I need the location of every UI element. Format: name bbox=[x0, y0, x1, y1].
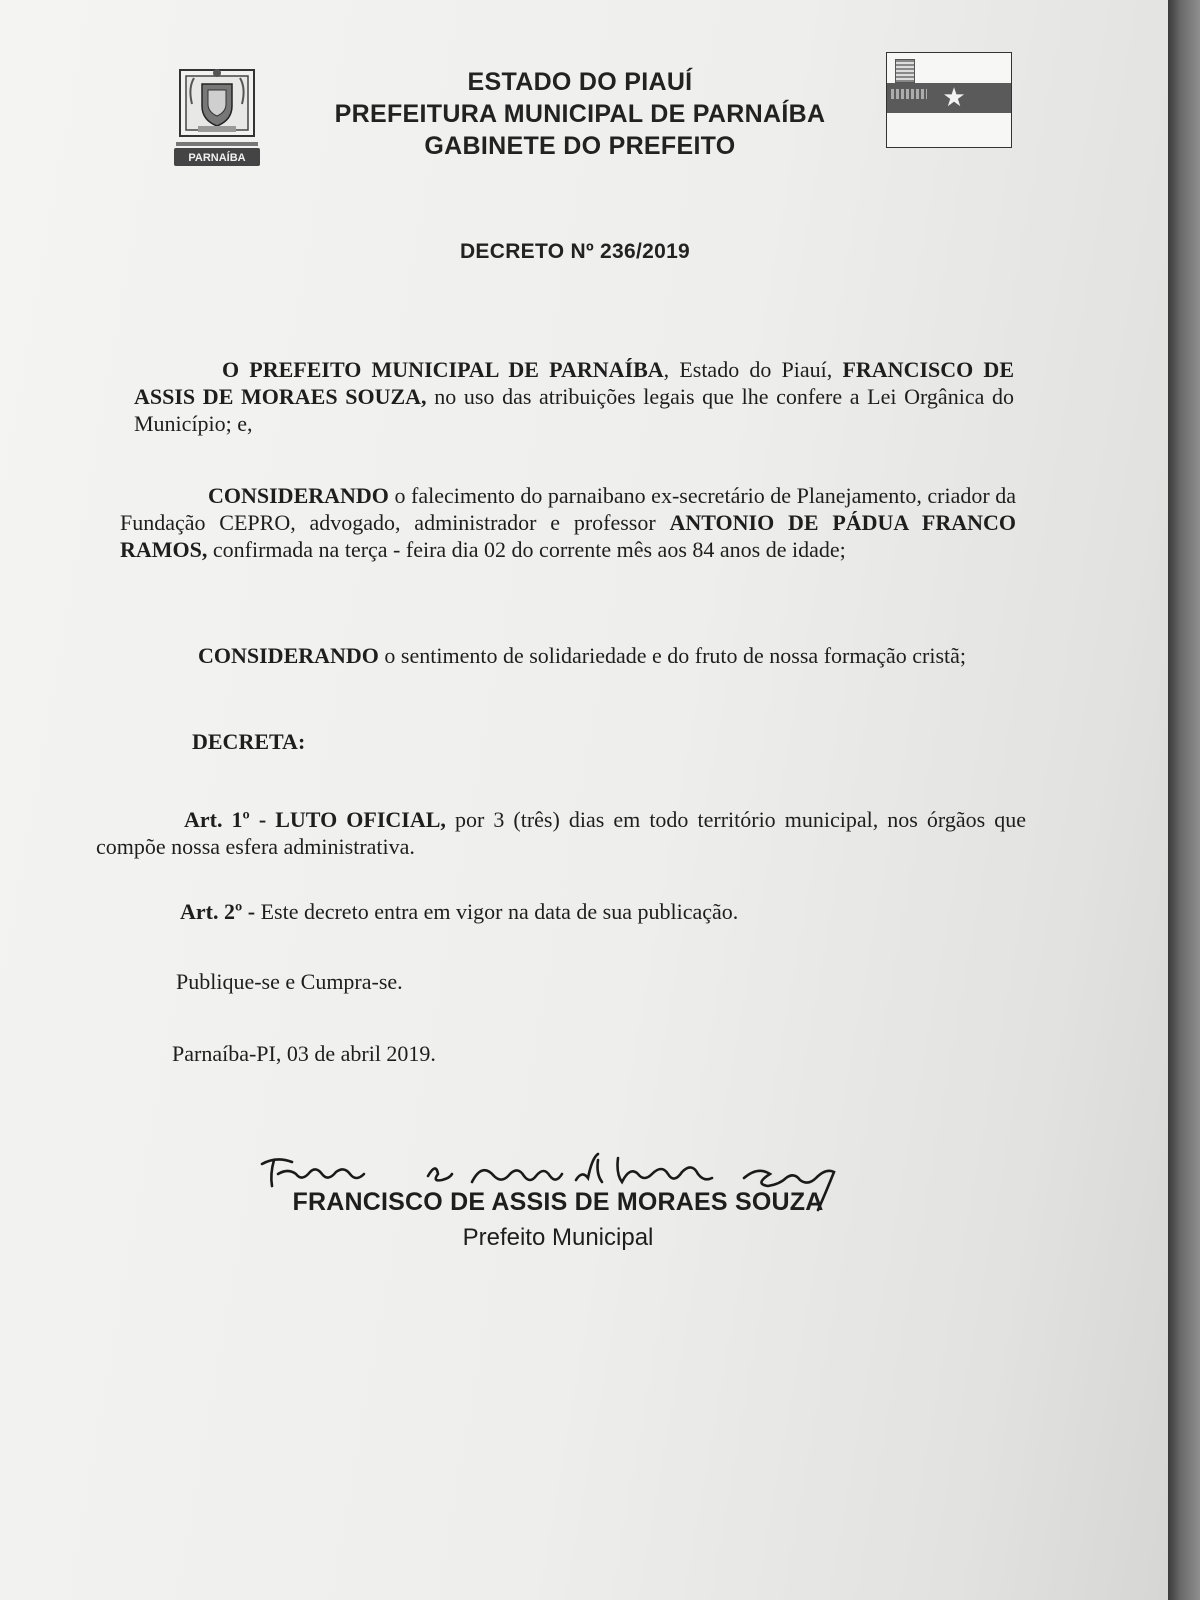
city-coat-of-arms-icon bbox=[172, 64, 262, 170]
background-edge bbox=[1168, 0, 1200, 1600]
deceased-name-bold: ANTONIO DE PÁDUA FRANCO RAMOS, bbox=[120, 510, 1016, 562]
preamble-text-2: no uso das atribuições legais que lhe confere a Lei Orgânica do Município; e, bbox=[134, 384, 1014, 436]
document-header bbox=[290, 66, 870, 162]
mayor-name-bold: FRANCISCO DE ASSIS DE MORAES SOUZA, bbox=[134, 357, 1014, 409]
star-icon: ★ bbox=[942, 83, 966, 113]
considering-text-1b: confirmada na terça - feira dia 02 do corrente mês aos 84 anos de idade; bbox=[207, 537, 846, 562]
date-line: Parnaíba-PI, 03 de abril 2019. bbox=[172, 1041, 436, 1066]
signer-title: Prefeito Municipal bbox=[462, 1224, 654, 1251]
article-2 bbox=[180, 898, 1000, 925]
considering-paragraph-1 bbox=[120, 482, 1016, 563]
seal-label: PARNAÍBA bbox=[188, 152, 246, 164]
signer-name: FRANCISCO DE ASSIS DE MORAES SOUZA bbox=[292, 1188, 824, 1216]
flag-crest-icon bbox=[895, 59, 915, 83]
preamble-text-1: , Estado do Piauí, bbox=[663, 357, 843, 382]
article-2-label: Art. 2º - bbox=[180, 899, 256, 924]
considering-label-1: CONSIDERANDO bbox=[208, 483, 389, 508]
header-prefecture: PREFEITURA MUNICIPAL DE PARNAÍBA bbox=[334, 100, 826, 128]
considering-label-2: CONSIDERANDO bbox=[198, 643, 379, 668]
preamble-paragraph bbox=[134, 356, 1014, 437]
article-2-text: Este decreto entra em vigor na data de sua publicação. bbox=[255, 899, 739, 924]
header-cabinet: GABINETE DO PREFEITO bbox=[424, 132, 736, 160]
flag-band-mark bbox=[891, 89, 927, 99]
article-1 bbox=[96, 806, 1026, 860]
publish-line: Publique-se e Cumpra-se. bbox=[176, 969, 403, 994]
preamble-bold: O PREFEITO MUNICIPAL DE PARNAÍBA bbox=[222, 357, 664, 382]
article-1-text: por 3 (três) dias em todo território municipal, nos órgãos que compõe nossa esfera administrativa. bbox=[96, 807, 1026, 859]
decreta-heading bbox=[192, 728, 592, 755]
decree-number: DECRETO Nº 236/2019 bbox=[459, 240, 691, 263]
municipal-flag-icon bbox=[886, 52, 1012, 148]
considering-paragraph-2 bbox=[110, 642, 1020, 669]
considering-text-1a: o falecimento do parnaibano ex-secretário de Planejamento, criador da Fundação CEPRO, advogado, administrador e professor bbox=[120, 483, 1016, 535]
considering-text-2: o sentimento de solidariedade e do fruto de nossa formação cristã; bbox=[378, 643, 967, 668]
header-state: ESTADO DO PIAUÍ bbox=[467, 68, 693, 96]
article-1-label: Art. 1º - LUTO OFICIAL, bbox=[184, 807, 446, 832]
decreta-label: DECRETA: bbox=[192, 729, 306, 754]
